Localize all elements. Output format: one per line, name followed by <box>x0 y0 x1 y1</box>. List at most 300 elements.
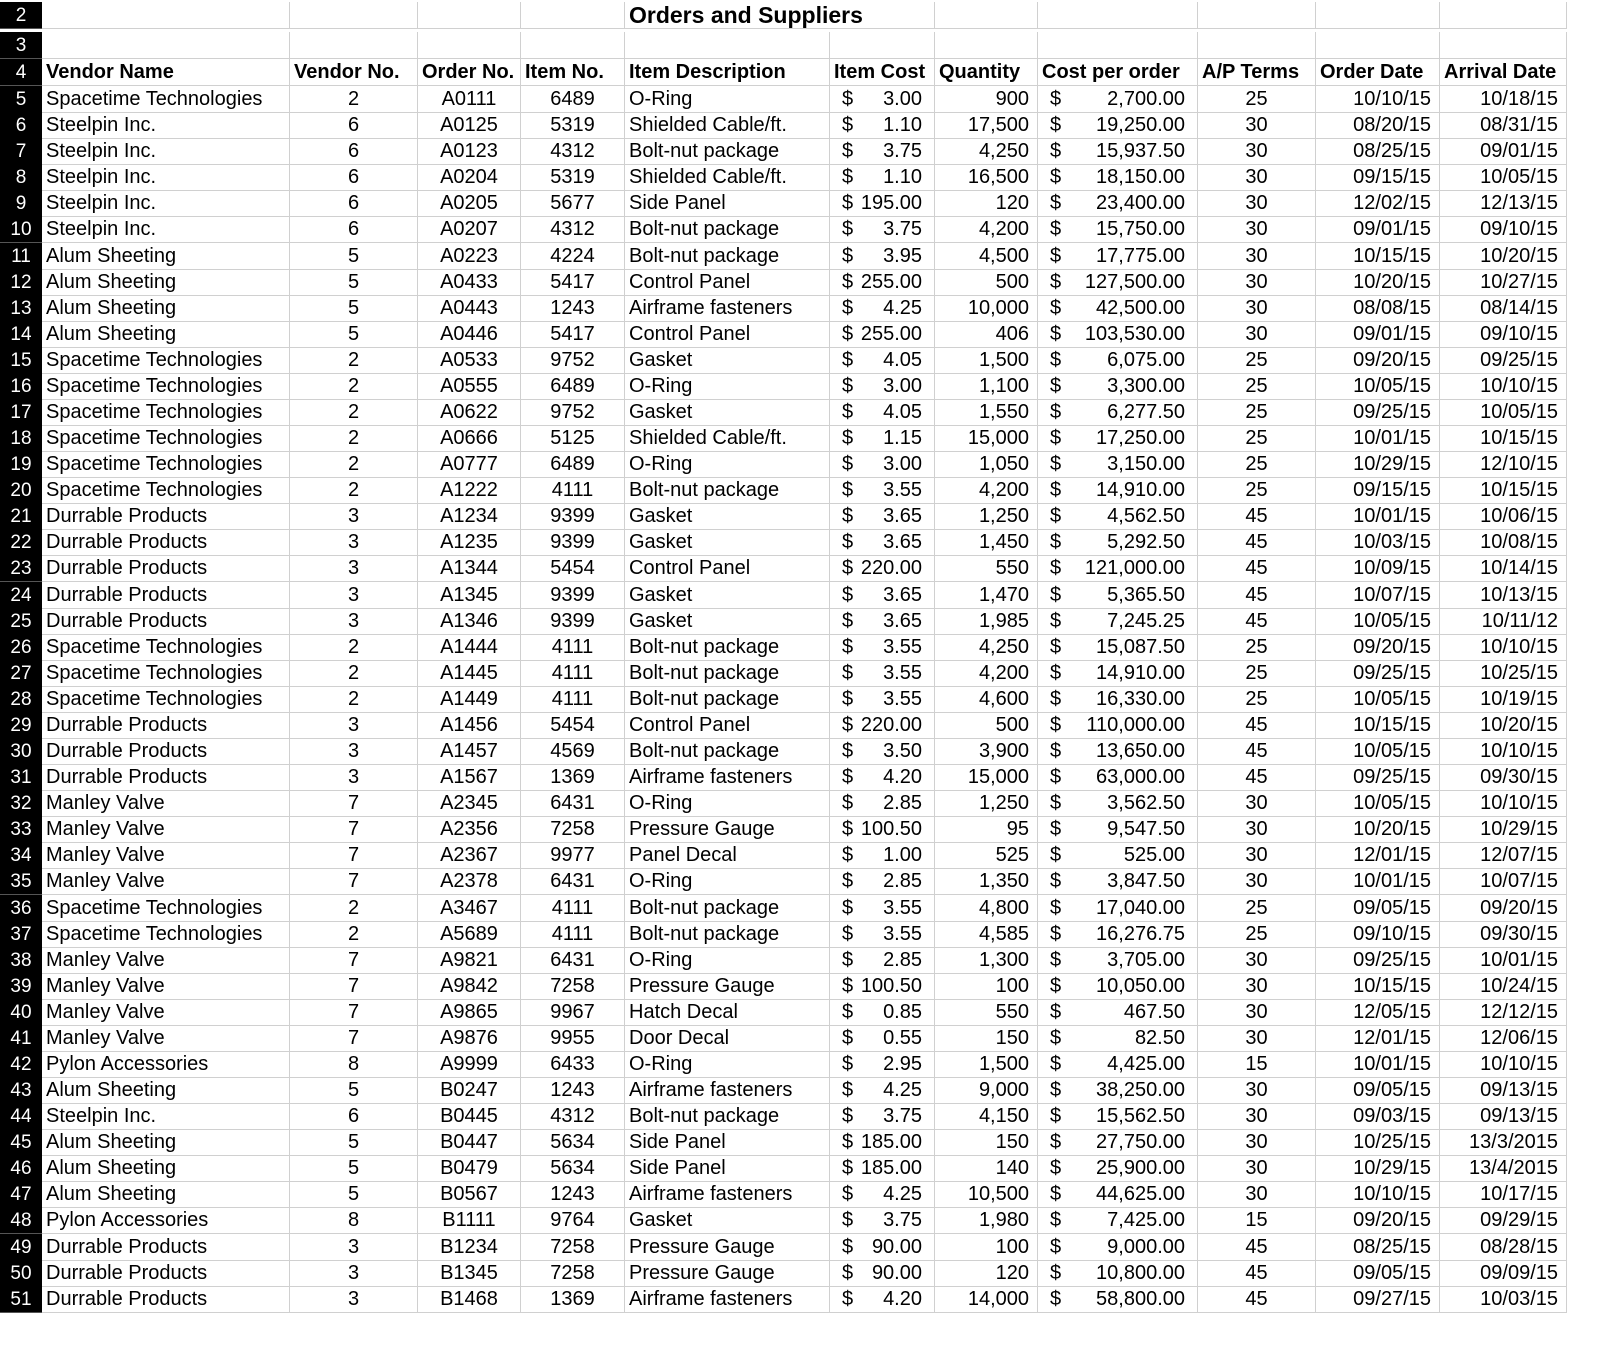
cell-cost-per-order[interactable] <box>1038 373 1198 400</box>
cell[interactable] <box>42 2 290 29</box>
cell-quantity[interactable]: 4,500 <box>935 243 1038 270</box>
cell-ap-terms[interactable]: 25 <box>1198 477 1316 504</box>
cell-order-no[interactable]: A0205 <box>418 190 521 217</box>
cell-item-description[interactable]: Airframe fasteners <box>625 1077 830 1104</box>
cell-arrival-date[interactable]: 10/06/15 <box>1440 503 1567 530</box>
cell-vendor-name[interactable]: Manley Valve <box>42 999 290 1026</box>
cell-order-date[interactable]: 10/09/15 <box>1316 555 1440 582</box>
cell-cost-per-order[interactable] <box>1038 321 1198 348</box>
column-header-quantity[interactable]: Quantity <box>935 59 1038 86</box>
cell-item-cost[interactable] <box>830 529 935 556</box>
cell-ap-terms[interactable]: 30 <box>1198 816 1316 843</box>
cell-cost-per-order[interactable] <box>1038 947 1198 974</box>
cell-item-cost[interactable] <box>830 86 935 113</box>
cell-item-description[interactable]: Bolt-nut package <box>625 921 830 948</box>
row-header[interactable]: 38 <box>0 947 42 974</box>
cell-vendor-no[interactable]: 5 <box>290 243 418 270</box>
cell-vendor-name[interactable]: Steelpin Inc. <box>42 1103 290 1130</box>
cell-quantity[interactable]: 525 <box>935 842 1038 869</box>
cell-order-date[interactable]: 09/15/15 <box>1316 477 1440 504</box>
cell-order-no[interactable]: A0443 <box>418 295 521 322</box>
row-header[interactable]: 28 <box>0 686 42 713</box>
cell-arrival-date[interactable]: 10/14/15 <box>1440 555 1567 582</box>
cell-quantity[interactable]: 95 <box>935 816 1038 843</box>
cell-item-description[interactable]: Airframe fasteners <box>625 1286 830 1313</box>
cell-vendor-no[interactable]: 3 <box>290 738 418 765</box>
cell-vendor-name[interactable]: Durrable Products <box>42 1260 290 1287</box>
cell-cost-per-order[interactable] <box>1038 973 1198 1000</box>
cell-item-description[interactable]: Gasket <box>625 347 830 374</box>
cell-order-date[interactable]: 09/01/15 <box>1316 216 1440 243</box>
row-header[interactable]: 14 <box>0 321 42 348</box>
cell-item-cost[interactable] <box>830 503 935 530</box>
cell-vendor-name[interactable]: Manley Valve <box>42 947 290 974</box>
cell[interactable] <box>521 2 625 29</box>
cell-cost-per-order[interactable] <box>1038 1103 1198 1130</box>
cell-item-cost[interactable] <box>830 686 935 713</box>
cell-cost-per-order[interactable] <box>1038 295 1198 322</box>
cell-item-description[interactable]: Pressure Gauge <box>625 816 830 843</box>
cell-item-description[interactable]: Side Panel <box>625 190 830 217</box>
cell-order-date[interactable]: 09/25/15 <box>1316 660 1440 687</box>
cell-order-no[interactable]: A1445 <box>418 660 521 687</box>
row-header[interactable]: 12 <box>0 269 42 296</box>
cell-ap-terms[interactable]: 45 <box>1198 738 1316 765</box>
column-header-ap-terms[interactable]: A/P Terms <box>1198 59 1316 86</box>
cell-item-no[interactable]: 4111 <box>521 686 625 713</box>
cell-arrival-date[interactable]: 10/10/15 <box>1440 634 1567 661</box>
cell-item-description[interactable]: Side Panel <box>625 1129 830 1156</box>
cell-order-no[interactable]: A0622 <box>418 399 521 426</box>
cell-arrival-date[interactable]: 10/10/15 <box>1440 1051 1567 1078</box>
cell-item-no[interactable]: 4312 <box>521 1103 625 1130</box>
cell-cost-per-order[interactable] <box>1038 790 1198 817</box>
cell[interactable] <box>830 32 935 59</box>
cell-item-description[interactable]: Gasket <box>625 399 830 426</box>
cell-quantity[interactable]: 4,200 <box>935 216 1038 243</box>
cell-ap-terms[interactable]: 30 <box>1198 999 1316 1026</box>
cell-vendor-name[interactable]: Alum Sheeting <box>42 295 290 322</box>
row-header[interactable]: 15 <box>0 347 42 374</box>
column-header-order-date[interactable]: Order Date <box>1316 59 1440 86</box>
cell-quantity[interactable]: 100 <box>935 1234 1038 1261</box>
cell-vendor-no[interactable]: 6 <box>290 1103 418 1130</box>
cell-ap-terms[interactable]: 30 <box>1198 1129 1316 1156</box>
cell-order-no[interactable]: A1234 <box>418 503 521 530</box>
cell-cost-per-order[interactable] <box>1038 1129 1198 1156</box>
cell-vendor-no[interactable]: 2 <box>290 634 418 661</box>
cell-arrival-date[interactable]: 10/15/15 <box>1440 477 1567 504</box>
cell-item-cost[interactable] <box>830 973 935 1000</box>
cell-item-description[interactable]: Hatch Decal <box>625 999 830 1026</box>
cell-ap-terms[interactable]: 30 <box>1198 1025 1316 1052</box>
cell-order-date[interactable]: 09/10/15 <box>1316 921 1440 948</box>
cell-vendor-name[interactable]: Alum Sheeting <box>42 321 290 348</box>
cell-order-date[interactable]: 09/20/15 <box>1316 634 1440 661</box>
row-header[interactable]: 40 <box>0 999 42 1026</box>
cell-cost-per-order[interactable] <box>1038 764 1198 791</box>
cell-ap-terms[interactable]: 30 <box>1198 1077 1316 1104</box>
row-header[interactable]: 22 <box>0 529 42 556</box>
row-header[interactable]: 35 <box>0 868 42 895</box>
row-header[interactable]: 25 <box>0 608 42 635</box>
cell-arrival-date[interactable]: 10/05/15 <box>1440 399 1567 426</box>
cell-item-cost[interactable] <box>830 243 935 270</box>
cell-cost-per-order[interactable] <box>1038 164 1198 191</box>
cell-item-cost[interactable] <box>830 582 935 609</box>
cell-vendor-no[interactable]: 2 <box>290 895 418 922</box>
cell-item-cost[interactable] <box>830 712 935 739</box>
cell-item-no[interactable]: 5417 <box>521 321 625 348</box>
cell-arrival-date[interactable]: 12/06/15 <box>1440 1025 1567 1052</box>
cell-quantity[interactable]: 550 <box>935 555 1038 582</box>
cell-order-date[interactable]: 09/03/15 <box>1316 1103 1440 1130</box>
cell-order-no[interactable]: A2345 <box>418 790 521 817</box>
cell-item-cost[interactable] <box>830 373 935 400</box>
cell-arrival-date[interactable]: 12/10/15 <box>1440 451 1567 478</box>
cell-item-description[interactable]: Door Decal <box>625 1025 830 1052</box>
cell-vendor-no[interactable]: 7 <box>290 842 418 869</box>
cell-quantity[interactable]: 1,985 <box>935 608 1038 635</box>
cell-ap-terms[interactable]: 45 <box>1198 1286 1316 1313</box>
cell-vendor-no[interactable]: 5 <box>290 1181 418 1208</box>
cell-vendor-name[interactable]: Manley Valve <box>42 868 290 895</box>
cell-cost-per-order[interactable] <box>1038 921 1198 948</box>
cell-order-no[interactable]: A0555 <box>418 373 521 400</box>
cell-quantity[interactable]: 500 <box>935 269 1038 296</box>
cell-arrival-date[interactable]: 08/14/15 <box>1440 295 1567 322</box>
row-header[interactable]: 29 <box>0 712 42 739</box>
cell-ap-terms[interactable]: 30 <box>1198 216 1316 243</box>
cell-cost-per-order[interactable] <box>1038 347 1198 374</box>
cell-item-cost[interactable] <box>830 895 935 922</box>
cell-quantity[interactable]: 4,200 <box>935 660 1038 687</box>
cell-vendor-no[interactable]: 6 <box>290 112 418 139</box>
cell-item-cost[interactable] <box>830 1260 935 1287</box>
cell-vendor-name[interactable]: Durrable Products <box>42 582 290 609</box>
cell-cost-per-order[interactable] <box>1038 1207 1198 1234</box>
cell-item-no[interactable]: 5677 <box>521 190 625 217</box>
column-header-item-description[interactable]: Item Description <box>625 59 830 86</box>
cell-cost-per-order[interactable] <box>1038 555 1198 582</box>
cell-quantity[interactable]: 14,000 <box>935 1286 1038 1313</box>
cell-arrival-date[interactable]: 13/4/2015 <box>1440 1155 1567 1182</box>
cell-ap-terms[interactable]: 30 <box>1198 321 1316 348</box>
cell-item-description[interactable]: Gasket <box>625 582 830 609</box>
cell-cost-per-order[interactable] <box>1038 686 1198 713</box>
cell-vendor-no[interactable]: 5 <box>290 295 418 322</box>
cell-item-cost[interactable] <box>830 321 935 348</box>
cell-vendor-name[interactable]: Spacetime Technologies <box>42 895 290 922</box>
cell-item-cost[interactable] <box>830 1155 935 1182</box>
cell-item-description[interactable]: Control Panel <box>625 555 830 582</box>
cell-arrival-date[interactable]: 10/25/15 <box>1440 660 1567 687</box>
cell-vendor-name[interactable]: Steelpin Inc. <box>42 164 290 191</box>
cell-order-no[interactable]: A0111 <box>418 86 521 113</box>
cell-vendor-no[interactable]: 3 <box>290 764 418 791</box>
cell-order-no[interactable]: A0125 <box>418 112 521 139</box>
cell-vendor-name[interactable]: Durrable Products <box>42 555 290 582</box>
cell-item-description[interactable]: Pressure Gauge <box>625 1260 830 1287</box>
cell-vendor-name[interactable]: Pylon Accessories <box>42 1051 290 1078</box>
cell-quantity[interactable]: 4,150 <box>935 1103 1038 1130</box>
cell-order-no[interactable]: A1235 <box>418 529 521 556</box>
cell-quantity[interactable]: 1,250 <box>935 503 1038 530</box>
cell-item-no[interactable]: 4224 <box>521 243 625 270</box>
cell-item-description[interactable]: Bolt-nut package <box>625 660 830 687</box>
cell[interactable] <box>1198 2 1316 29</box>
cell-item-cost[interactable] <box>830 738 935 765</box>
row-header[interactable]: 21 <box>0 503 42 530</box>
cell-vendor-name[interactable]: Manley Valve <box>42 790 290 817</box>
cell-arrival-date[interactable]: 13/3/2015 <box>1440 1129 1567 1156</box>
cell-order-date[interactable]: 10/10/15 <box>1316 1181 1440 1208</box>
cell-cost-per-order[interactable] <box>1038 1181 1198 1208</box>
cell[interactable] <box>625 32 830 59</box>
cell-ap-terms[interactable]: 25 <box>1198 399 1316 426</box>
cell-item-no[interactable]: 1243 <box>521 1181 625 1208</box>
column-header-order-no[interactable]: Order No. <box>418 59 521 86</box>
cell-order-no[interactable]: B0445 <box>418 1103 521 1130</box>
cell-vendor-no[interactable]: 3 <box>290 503 418 530</box>
cell-ap-terms[interactable]: 25 <box>1198 347 1316 374</box>
cell-vendor-name[interactable]: Durrable Products <box>42 503 290 530</box>
cell-quantity[interactable]: 1,500 <box>935 347 1038 374</box>
cell-quantity[interactable]: 900 <box>935 86 1038 113</box>
cell-vendor-name[interactable]: Spacetime Technologies <box>42 451 290 478</box>
cell-cost-per-order[interactable] <box>1038 660 1198 687</box>
cell-item-description[interactable]: Shielded Cable/ft. <box>625 425 830 452</box>
cell-item-no[interactable]: 6489 <box>521 86 625 113</box>
cell-vendor-no[interactable]: 6 <box>290 216 418 243</box>
cell-arrival-date[interactable]: 09/13/15 <box>1440 1077 1567 1104</box>
row-header[interactable]: 34 <box>0 842 42 869</box>
cell-item-description[interactable]: Bolt-nut package <box>625 634 830 661</box>
cell-item-description[interactable]: Gasket <box>625 529 830 556</box>
cell-vendor-name[interactable]: Manley Valve <box>42 816 290 843</box>
cell-order-date[interactable]: 10/15/15 <box>1316 243 1440 270</box>
cell[interactable] <box>1038 2 1198 29</box>
cell-order-date[interactable]: 12/01/15 <box>1316 1025 1440 1052</box>
row-header[interactable]: 9 <box>0 190 42 217</box>
cell-ap-terms[interactable]: 25 <box>1198 373 1316 400</box>
cell-cost-per-order[interactable] <box>1038 868 1198 895</box>
cell-quantity[interactable]: 1,980 <box>935 1207 1038 1234</box>
cell-item-description[interactable]: Gasket <box>625 608 830 635</box>
cell-vendor-name[interactable]: Alum Sheeting <box>42 1129 290 1156</box>
column-header-vendor-no[interactable]: Vendor No. <box>290 59 418 86</box>
cell-ap-terms[interactable]: 25 <box>1198 686 1316 713</box>
cell-item-no[interactable]: 9955 <box>521 1025 625 1052</box>
cell-order-no[interactable]: A1567 <box>418 764 521 791</box>
cell-item-description[interactable]: Side Panel <box>625 1155 830 1182</box>
row-header[interactable]: 24 <box>0 582 42 609</box>
cell-ap-terms[interactable]: 25 <box>1198 895 1316 922</box>
cell-quantity[interactable]: 150 <box>935 1025 1038 1052</box>
cell-order-no[interactable]: A2378 <box>418 868 521 895</box>
cell-quantity[interactable]: 140 <box>935 1155 1038 1182</box>
cell-vendor-no[interactable]: 7 <box>290 973 418 1000</box>
cell-item-description[interactable]: Bolt-nut package <box>625 1103 830 1130</box>
cell-arrival-date[interactable]: 10/03/15 <box>1440 1286 1567 1313</box>
column-header-cost-per-order[interactable]: Cost per order <box>1038 59 1198 86</box>
cell-item-no[interactable]: 5125 <box>521 425 625 452</box>
cell-ap-terms[interactable]: 25 <box>1198 451 1316 478</box>
cell-vendor-no[interactable]: 8 <box>290 1051 418 1078</box>
cell-vendor-no[interactable]: 6 <box>290 138 418 165</box>
cell-item-no[interactable]: 6431 <box>521 947 625 974</box>
cell-quantity[interactable]: 1,050 <box>935 451 1038 478</box>
cell-arrival-date[interactable]: 09/30/15 <box>1440 921 1567 948</box>
cell-order-date[interactable]: 10/05/15 <box>1316 790 1440 817</box>
cell-order-date[interactable]: 09/25/15 <box>1316 764 1440 791</box>
row-header[interactable]: 13 <box>0 295 42 322</box>
cell-arrival-date[interactable]: 10/15/15 <box>1440 425 1567 452</box>
cell-arrival-date[interactable]: 09/10/15 <box>1440 216 1567 243</box>
cell-vendor-no[interactable]: 5 <box>290 1155 418 1182</box>
column-header-arrival-date[interactable]: Arrival Date <box>1440 59 1567 86</box>
cell-item-no[interactable]: 6433 <box>521 1051 625 1078</box>
cell-item-cost[interactable] <box>830 164 935 191</box>
cell-quantity[interactable]: 1,350 <box>935 868 1038 895</box>
row-header[interactable]: 20 <box>0 477 42 504</box>
cell-item-cost[interactable] <box>830 1103 935 1130</box>
cell-vendor-no[interactable]: 7 <box>290 947 418 974</box>
cell-ap-terms[interactable]: 30 <box>1198 868 1316 895</box>
cell-arrival-date[interactable]: 09/30/15 <box>1440 764 1567 791</box>
cell-order-no[interactable]: B0447 <box>418 1129 521 1156</box>
cell-vendor-no[interactable]: 7 <box>290 816 418 843</box>
cell-ap-terms[interactable]: 30 <box>1198 164 1316 191</box>
cell-item-description[interactable]: Pressure Gauge <box>625 973 830 1000</box>
cell[interactable] <box>1440 32 1567 59</box>
cell-item-cost[interactable] <box>830 1025 935 1052</box>
cell-cost-per-order[interactable] <box>1038 269 1198 296</box>
cell-order-no[interactable]: A5689 <box>418 921 521 948</box>
cell-order-date[interactable]: 09/20/15 <box>1316 347 1440 374</box>
cell-item-no[interactable]: 9764 <box>521 1207 625 1234</box>
cell-item-no[interactable]: 9399 <box>521 529 625 556</box>
cell-ap-terms[interactable]: 25 <box>1198 660 1316 687</box>
cell[interactable] <box>290 2 418 29</box>
cell-item-no[interactable]: 7258 <box>521 1260 625 1287</box>
cell-item-no[interactable]: 9399 <box>521 582 625 609</box>
cell[interactable] <box>1316 2 1440 29</box>
cell-order-date[interactable]: 08/25/15 <box>1316 1234 1440 1261</box>
cell-vendor-no[interactable]: 3 <box>290 1234 418 1261</box>
cell-item-cost[interactable] <box>830 451 935 478</box>
cell-cost-per-order[interactable] <box>1038 1155 1198 1182</box>
cell-quantity[interactable]: 1,100 <box>935 373 1038 400</box>
cell-item-description[interactable]: Control Panel <box>625 269 830 296</box>
cell-item-description[interactable]: O-Ring <box>625 790 830 817</box>
cell-item-no[interactable]: 5319 <box>521 112 625 139</box>
cell-item-no[interactable]: 5634 <box>521 1129 625 1156</box>
cell-ap-terms[interactable]: 30 <box>1198 243 1316 270</box>
cell-item-cost[interactable] <box>830 947 935 974</box>
cell-quantity[interactable]: 15,000 <box>935 764 1038 791</box>
cell-cost-per-order[interactable] <box>1038 1077 1198 1104</box>
cell-order-no[interactable]: B0567 <box>418 1181 521 1208</box>
cell-cost-per-order[interactable] <box>1038 399 1198 426</box>
cell-quantity[interactable]: 10,500 <box>935 1181 1038 1208</box>
cell-vendor-no[interactable]: 2 <box>290 477 418 504</box>
cell-quantity[interactable]: 9,000 <box>935 1077 1038 1104</box>
cell-item-description[interactable]: Airframe fasteners <box>625 1181 830 1208</box>
cell-quantity[interactable]: 500 <box>935 712 1038 739</box>
cell-item-cost[interactable] <box>830 295 935 322</box>
cell-order-date[interactable]: 12/05/15 <box>1316 999 1440 1026</box>
cell-vendor-name[interactable]: Durrable Products <box>42 764 290 791</box>
cell-item-cost[interactable] <box>830 1181 935 1208</box>
cell-quantity[interactable]: 100 <box>935 973 1038 1000</box>
cell-item-description[interactable]: Airframe fasteners <box>625 295 830 322</box>
cell-item-description[interactable]: Bolt-nut package <box>625 895 830 922</box>
cell-vendor-name[interactable]: Durrable Products <box>42 1234 290 1261</box>
cell-item-cost[interactable] <box>830 660 935 687</box>
cell-ap-terms[interactable]: 25 <box>1198 634 1316 661</box>
cell-item-description[interactable]: Bolt-nut package <box>625 686 830 713</box>
cell[interactable] <box>935 2 1038 29</box>
cell-order-date[interactable]: 12/02/15 <box>1316 190 1440 217</box>
cell-quantity[interactable]: 15,000 <box>935 425 1038 452</box>
cell-item-cost[interactable] <box>830 216 935 243</box>
cell-vendor-name[interactable]: Durrable Products <box>42 738 290 765</box>
cell-item-description[interactable]: O-Ring <box>625 868 830 895</box>
cell[interactable] <box>935 32 1038 59</box>
cell-arrival-date[interactable]: 10/20/15 <box>1440 243 1567 270</box>
cell-cost-per-order[interactable] <box>1038 1260 1198 1287</box>
cell-order-no[interactable]: A0666 <box>418 425 521 452</box>
cell-order-date[interactable]: 09/05/15 <box>1316 1260 1440 1287</box>
cell-quantity[interactable]: 150 <box>935 1129 1038 1156</box>
cell-vendor-name[interactable]: Steelpin Inc. <box>42 190 290 217</box>
cell-item-description[interactable]: O-Ring <box>625 451 830 478</box>
cell-item-cost[interactable] <box>830 921 935 948</box>
cell-quantity[interactable]: 120 <box>935 1260 1038 1287</box>
cell-cost-per-order[interactable] <box>1038 112 1198 139</box>
row-header[interactable]: 2 <box>0 2 42 29</box>
cell-order-date[interactable]: 09/25/15 <box>1316 947 1440 974</box>
cell-ap-terms[interactable]: 45 <box>1198 503 1316 530</box>
cell-item-cost[interactable] <box>830 816 935 843</box>
cell-arrival-date[interactable]: 09/10/15 <box>1440 321 1567 348</box>
cell-vendor-name[interactable]: Spacetime Technologies <box>42 634 290 661</box>
cell-order-date[interactable]: 09/27/15 <box>1316 1286 1440 1313</box>
cell-ap-terms[interactable]: 30 <box>1198 1155 1316 1182</box>
cell-item-cost[interactable] <box>830 634 935 661</box>
cell-order-no[interactable]: A9999 <box>418 1051 521 1078</box>
cell-item-description[interactable]: Pressure Gauge <box>625 1234 830 1261</box>
cell-item-cost[interactable] <box>830 608 935 635</box>
cell-vendor-name[interactable]: Alum Sheeting <box>42 269 290 296</box>
cell-quantity[interactable]: 3,900 <box>935 738 1038 765</box>
cell-arrival-date[interactable]: 10/10/15 <box>1440 738 1567 765</box>
cell-item-cost[interactable] <box>830 1207 935 1234</box>
cell-order-date[interactable]: 10/20/15 <box>1316 269 1440 296</box>
cell-item-cost[interactable] <box>830 842 935 869</box>
cell-item-description[interactable]: Gasket <box>625 1207 830 1234</box>
cell-item-no[interactable]: 4312 <box>521 138 625 165</box>
cell-item-cost[interactable] <box>830 999 935 1026</box>
cell-vendor-name[interactable]: Spacetime Technologies <box>42 373 290 400</box>
cell-cost-per-order[interactable] <box>1038 582 1198 609</box>
cell-arrival-date[interactable]: 10/08/15 <box>1440 529 1567 556</box>
cell-arrival-date[interactable]: 08/28/15 <box>1440 1234 1567 1261</box>
cell-vendor-no[interactable]: 5 <box>290 1129 418 1156</box>
cell-arrival-date[interactable]: 10/05/15 <box>1440 164 1567 191</box>
row-header[interactable]: 49 <box>0 1234 42 1261</box>
